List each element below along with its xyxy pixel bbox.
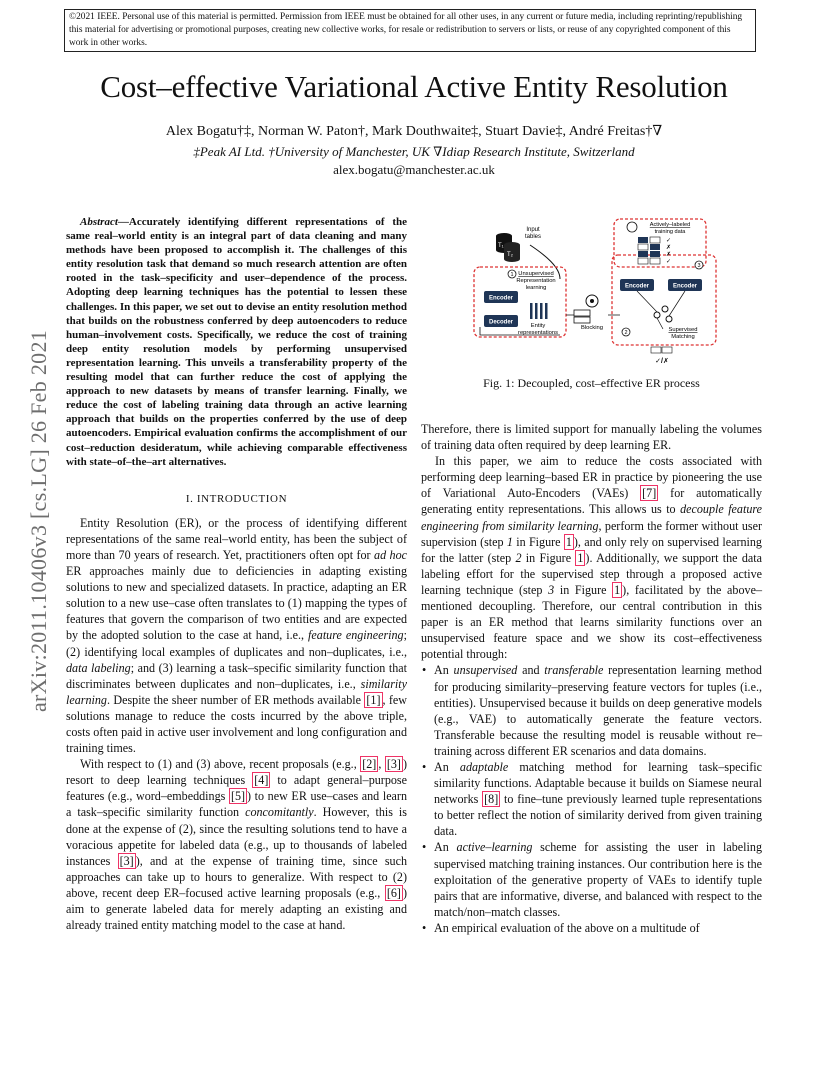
list-item: • An active–learning scheme for assisting the user in labeling supervised matching training instances. Our contribution here is the exploitation of the generative property of VAEs to identify tuple pairs that are informative, diverse, and balanced with respect to the match/non–match classes. [421, 839, 762, 919]
t2-label: T₂ [507, 252, 513, 258]
citation-link[interactable]: [3] [386, 757, 401, 772]
svg-text:Decoder: Decoder [488, 319, 514, 326]
contribution-list [421, 662, 762, 936]
section-heading-introduction: I. INTRODUCTION [185, 492, 288, 505]
figure-er-process-diagram [470, 215, 718, 367]
abstract-label: Abstract [80, 216, 118, 228]
citation-link[interactable]: [6] [386, 885, 401, 900]
abstract-text: —Accurately identifying different representations of the same real–world entity is an integral part of data cleaning and many methods have been proposed to accomplish it. The challenges of this entity resolution task that demand so much research attention are often rooted in the task–specificity and user–dependence of the process. Adopting deep learning techniques has the potential to lessen these challenges. In this paper, we set out to devise an entity resolution method that builds on the robustness conferred by deep autoencoders to reduce human–involvement costs. Specifically, we reduce the cost of training deep entity resolution models by performing unsupervised representation learning. This unveils a transferability property of the resulting model that can further reduce the cost of applying the approach to new datasets by means of transfer learning. Finally, we reduce the cost of labeling training data through an active learning approach that builds on the properties conferred by the use of deep autoencoders. Empirical evaluation confirms the accomplishment of our cost–reduction desideratum, while achieving comparable effectiveness with state–of–the–art alternatives. [66, 216, 407, 468]
citation-link[interactable]: [3] [119, 853, 134, 868]
unsupervised-label: Unsupervised [518, 271, 554, 277]
author-list: Alex Bogatu†‡, Norman W. Paton†, Mark Douthwaite‡, Stuart Davie‡, André Freitas†∇ [165, 124, 663, 139]
figure-link[interactable]: 1 [614, 582, 621, 597]
tables-text: tables [524, 234, 542, 240]
abstract [66, 215, 407, 469]
citation-link[interactable]: [5] [230, 789, 246, 804]
figure-link[interactable]: 1 [565, 534, 572, 549]
t1-label: T₁ [498, 243, 504, 249]
citation-link[interactable]: [2] [362, 757, 377, 772]
right-paragraph-1: Therefore, there is limited support for manually labeling the volumes of training data often required by deep learning ER. [421, 422, 762, 453]
list-item: • An unsupervised and transferable representation learning method for producing similarity–preserving feature vectors for tuples (i.e., entities). Unsupervised because it builds on deep generative models (e.g., VAE) to automatically generate the feature vectors. Transferable because the resulting model is reusable without re–training across different ER scenarios and data domains. [421, 662, 762, 759]
label-mark-4: ✓ [666, 259, 672, 265]
svg-text:Encoder: Encoder [488, 295, 514, 302]
list-item: • An adaptable matching method for learning task–specific similarity functions. Adaptable because it builds on Siamese neural networks [8] to fine–tune previously learned tuple representations to better reflect the notion of similarity derived from given training data. [421, 759, 762, 839]
citation-link[interactable]: [7] [642, 486, 657, 501]
representation-label: Representation [516, 278, 556, 284]
training-data-label: training data [654, 229, 686, 235]
label-mark-2: ✗ [666, 245, 672, 251]
arxiv-stamp-text: arXiv:2011.10406v3 [cs.LG] 26 Feb 2021 [26, 329, 51, 713]
input-tables-icon [496, 233, 520, 262]
label-mark-3: ✗ [666, 252, 672, 258]
step-2-marker: 2 [624, 330, 628, 337]
arxiv-stamp[interactable] [24, 286, 54, 756]
blocking-label: Blocking [581, 325, 603, 331]
input-tables-text: Input [526, 227, 540, 233]
right-paragraph-2: In this paper, we aim to reduce the costs associated with performing deep learning–based ER in practice by pioneering the use of Variational Auto-Encoders (VAEs) [7] for automatically generating entity representations. This allows us to decouple feature engineering from similarity learning, perform the former without user supervision (step 1 in Figure 1 ), and only rely on supervised learning for the latter (step 2 in Figure 1 ). Additionally, we support the data labeling effort for the supervised step through a proposed active learning technique (step 3 in Figure 1 ), facilitated by the above–mentioned decoupling. Therefore, our central contribution in this paper is an ER method that learns similarity functions over an unsupervised feature space and we show its cost–effectiveness potential through: [421, 454, 763, 662]
actively-labeled-label: Actively–labeled [649, 222, 691, 228]
paper-title: Cost–effective Variational Active Entity Resolution [100, 69, 728, 104]
supervised-label: Supervised [668, 327, 698, 333]
representations-label: representations [518, 330, 558, 336]
user-icon [627, 222, 637, 232]
intro-paragraph-2: With respect to (1) and (3) above, recent proposals (e.g., [2] , [3] ) resort to deep learning techniques [4] to adapt general–purpose features (e.g., word–embeddings [5] ) to new ER use–cases and learn a task–specific similarity function concomitantly. However, this is done at the expense of (2), since the resulting solutions tend to have a voracious appetite for labeled data (e.g., up to thousands of labeled instances [3] ), and at the expense of training time, since such approaches can take up to hours to generalize. With respect to (2) above, recent deep ER–focused active learning proposals (e.g., [6] ) aim to generate labeled data for merely adapting an existing and already trained entity matching model to the case at hand. [66, 757, 408, 933]
contact-email[interactable]: alex.bogatu@manchester.ac.uk [333, 162, 495, 177]
match-output-label: ✓/✗ [655, 358, 669, 365]
entity-label: Entity [530, 323, 546, 329]
affiliations: ‡Peak AI Ltd. †University of Manchester, UK ∇Idiap Research Institute, Switzerland [193, 144, 635, 159]
copyright-notice: ©2021 IEEE. Personal use of this material is permitted. Permission from IEEE must be obtained for all other uses, in any current or future media, including reprinting/republishing this material for advertising or promotional purposes, creating new collective works, for resale or redistribution to servers or lists, or reuse of any copyrighted component of this work in other works. [64, 9, 756, 52]
citation-link[interactable]: [8] [484, 792, 499, 807]
citation-link[interactable]: [1] [366, 692, 381, 707]
citation-link[interactable]: [4] [254, 773, 269, 788]
figure-link[interactable]: 1 [577, 550, 584, 565]
left-column [66, 215, 407, 933]
list-item: • An empirical evaluation of the above on a multitude of [421, 920, 762, 936]
step-1-marker: 1 [510, 272, 514, 279]
learning-label: learning [525, 285, 547, 291]
intro-paragraph-1: Entity Resolution (ER), or the process of identifying different representations of the same real–world entity, has been the subject of more than 70 years of research. Yet, practitioners often opt for ad hoc ER approaches mainly due to deficiencies in adapting existing solutions to new and specialized datasets. In practice, adapting an ER solution to a new use–case often translates to (1) mapping the types of features that govern the comparison of two entities and are expected by the adopted solution to the case at hand, i.e., feature engineering; (2) identifying local examples of duplicates and non–duplicates, i.e., data labeling; and (3) learning a task–specific similarity function that discriminates between duplicates and non–duplicates, i.e., similarity learning. Despite the sheer number of ER methods available [1] , few solutions manage to reduce the costs incurred by the above triple, costs often paid in active user involvement and long configuration and training times. [66, 515, 407, 756]
label-mark-1: ✓ [666, 238, 672, 244]
svg-text:Encoder: Encoder [672, 283, 698, 290]
right-column [421, 421, 762, 936]
figure-caption: Fig. 1: Decoupled, cost–effective ER process [483, 376, 700, 390]
svg-text:Encoder: Encoder [624, 283, 650, 290]
matching-label: Matching [671, 334, 695, 340]
step-3-marker: 3 [697, 263, 701, 270]
